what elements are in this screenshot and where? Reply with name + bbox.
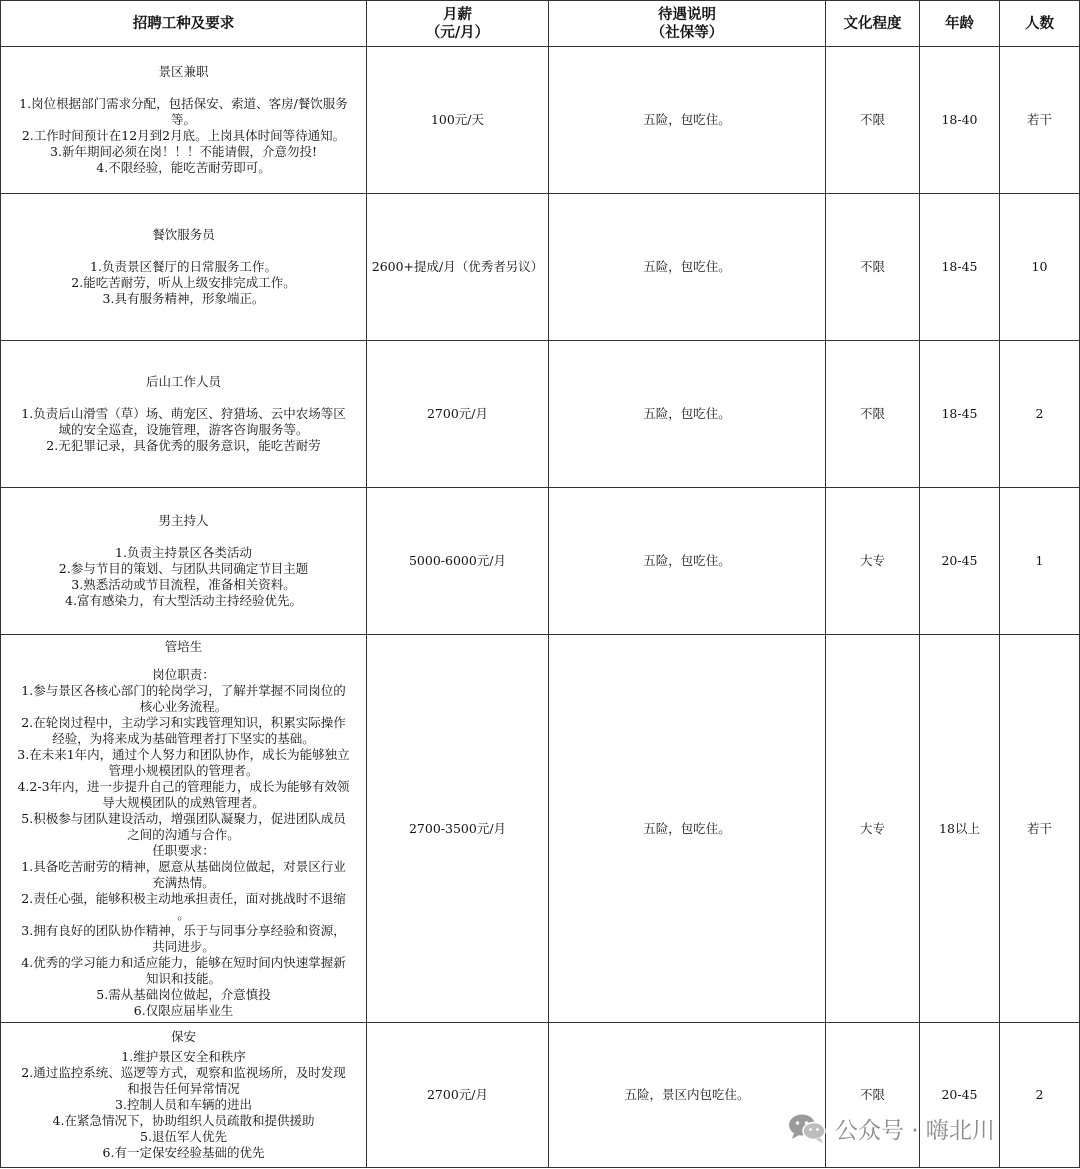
requirement-line: 2.参与节目的策划、与团队共同确定节目主题 — [58, 561, 309, 576]
count-cell: 若干 — [1000, 47, 1080, 194]
requirement-line: 3.控制人员和车辆的进出 — [115, 1097, 252, 1112]
requirement-line: 2.通过监控系统、巡逻等方式，观察和监视场所，及时发现 — [21, 1065, 346, 1080]
requirement-line: 管理小规模团队的管理者。 — [108, 762, 259, 778]
requirement-line: 2.能吃苦耐劳，听从上级安排完成工作。 — [71, 275, 296, 290]
requirement-line: 2.责任心强，能够积极主动地承担责任，面对挑战时不退缩 — [21, 890, 346, 906]
header-benefit — [549, 1, 826, 47]
salary-cell: 2700元/月 — [367, 1023, 549, 1168]
requirement-line: 6.仅限应届毕业生 — [133, 1002, 234, 1018]
requirement-line: 等。 — [170, 112, 196, 127]
salary-cell: 2700元/月 — [367, 341, 549, 488]
requirement-line: 1.负责景区餐厅的日常服务工作。 — [90, 259, 277, 274]
requirement-line: 6.有一定保安经验基础的优先 — [102, 1145, 265, 1160]
age-cell: 18-45 — [920, 194, 1000, 341]
salary-cell: 2600+提成/月（优秀者另议） — [367, 194, 549, 341]
requirement-line: 4.富有感染力，有大型活动主持经验优先。 — [65, 593, 302, 608]
benefit-cell: 五险，包吃住。 — [549, 194, 826, 341]
requirement-line: 域的安全巡查，设施管理，游客咨询服务等。 — [58, 422, 309, 437]
header-salary-line1: 月薪 — [443, 5, 472, 23]
requirement-line: 2.在轮岗过程中，主动学习和实践管理知识，积累实际操作 — [21, 714, 346, 730]
requirement-line: 核心业务流程。 — [139, 698, 228, 714]
requirement-line: 4.优秀的学习能力和适应能力，能够在短时间内快速掌握新 — [21, 954, 346, 970]
requirement-line: 5.积极参与团队建设活动，增强团队凝聚力，促进团队成员 — [21, 810, 346, 826]
watermark-text: 公众号 · 嗨北川 — [835, 1117, 995, 1144]
requirement-line: 2.工作时间预计在12月到2月底。上岗具体时间等待通知。 — [21, 128, 346, 143]
education-cell: 不限 — [826, 194, 920, 341]
education-cell: 不限 — [826, 341, 920, 488]
watermark — [787, 1108, 995, 1148]
salary-cell: 100元/天 — [367, 47, 549, 194]
requirement-line: 充满热情。 — [152, 874, 215, 890]
benefit-cell: 五险，包吃住。 — [549, 341, 826, 488]
job-title: 后山工作人员 — [145, 374, 221, 389]
header-benefit-line1: 待遇说明 — [658, 5, 716, 23]
header-education: 文化程度 — [826, 1, 920, 47]
requirement-line: 之间的沟通与合作。 — [127, 826, 240, 842]
table-row — [1, 194, 1080, 341]
education-cell: 大专 — [826, 488, 920, 635]
salary-cell: 5000-6000元/月 — [367, 488, 549, 635]
requirement-line: 1.负责主持景区各类活动 — [115, 545, 252, 560]
job-title: 保安 — [170, 1029, 196, 1044]
job-title: 餐饮服务员 — [152, 227, 215, 242]
job-title: 管培生 — [164, 638, 203, 654]
salary-cell: 2700-3500元/月 — [367, 635, 549, 1023]
requirement-heading: 任职要求： — [152, 842, 215, 858]
duty-heading: 岗位职责： — [152, 666, 215, 682]
header-salary — [367, 1, 549, 47]
requirement-line: 2.无犯罪记录，具备优秀的服务意识，能吃苦耐劳 — [46, 438, 321, 453]
requirement-line: 导大规模团队的成熟管理者。 — [102, 794, 265, 810]
education-cell: 大专 — [826, 635, 920, 1023]
requirement-line: 1.参与景区各核心部门的轮岗学习，了解并掌握不同岗位的 — [21, 682, 346, 698]
requirement-line: 4.2-3年内，进一步提升自己的管理能力，成长为能够有效领 — [17, 778, 350, 794]
education-cell: 不限 — [826, 1023, 920, 1168]
requirement-line: 经验，为将来成为基础管理者打下坚实的基础。 — [52, 730, 315, 746]
age-cell: 20-45 — [920, 1023, 1000, 1168]
requirement-line: 3.在未来1年内，通过个人努力和团队协作，成长为能够独立 — [17, 746, 350, 762]
requirement-line: 1.具备吃苦耐劳的精神，愿意从基础岗位做起，对景区行业 — [21, 858, 346, 874]
count-cell: 2 — [1000, 341, 1080, 488]
header-benefit-line2: （社保等） — [650, 23, 724, 41]
requirement-line: 1.维护景区安全和秩序 — [121, 1049, 246, 1064]
table-row — [1, 47, 1080, 194]
age-cell: 18-40 — [920, 47, 1000, 194]
job-title: 男主持人 — [158, 513, 209, 528]
requirement-line: 3.具有服务精神，形象端正。 — [102, 291, 265, 306]
table-row — [1, 341, 1080, 488]
benefit-cell: 五险，包吃住。 — [549, 47, 826, 194]
count-cell: 10 — [1000, 194, 1080, 341]
count-cell: 1 — [1000, 488, 1080, 635]
job-requirements-cell — [1, 488, 367, 635]
job-requirements-cell — [1, 194, 367, 341]
wechat-icon — [787, 1112, 827, 1144]
requirement-line: 。 — [177, 906, 190, 922]
requirement-line: 和报告任何异常情况 — [127, 1081, 240, 1096]
age-cell: 20-45 — [920, 488, 1000, 635]
job-requirements-cell — [1, 1023, 367, 1168]
header-salary-line2: （元/月） — [425, 23, 490, 41]
requirement-line: 1.负责后山滑雪（草）场、萌宠区、狩猎场、云中农场等区 — [21, 406, 346, 421]
requirement-line: 3.熟悉活动或节目流程，准备相关资料。 — [71, 577, 296, 592]
job-requirements-cell — [1, 341, 367, 488]
requirement-line: 5.退伍军人优先 — [140, 1129, 227, 1144]
requirement-line: 共同进步。 — [152, 938, 215, 954]
count-cell: 2 — [1000, 1023, 1080, 1168]
table-row — [1, 488, 1080, 635]
requirement-line: 知识和技能。 — [145, 970, 221, 986]
education-cell: 不限 — [826, 47, 920, 194]
requirement-line: 4.在紧急情况下，协助组织人员疏散和提供援助 — [52, 1113, 315, 1128]
count-cell: 若干 — [1000, 635, 1080, 1023]
benefit-cell: 五险，包吃住。 — [549, 635, 826, 1023]
table-row — [1, 635, 1080, 1023]
job-requirements-cell — [1, 47, 367, 194]
header-job: 招聘工种及要求 — [1, 1, 367, 47]
job-requirements-cell — [1, 635, 367, 1023]
requirement-line: 5.需从基础岗位做起，介意慎投 — [96, 986, 271, 1002]
age-cell: 18-45 — [920, 341, 1000, 488]
job-title: 景区兼职 — [158, 64, 209, 79]
header-count: 人数 — [1000, 1, 1080, 47]
benefit-cell: 五险，包吃住。 — [549, 488, 826, 635]
benefit-cell: 五险，景区内包吃住。 — [549, 1023, 826, 1168]
requirement-line: 4.不限经验，能吃苦耐劳即可。 — [96, 160, 271, 175]
requirement-line: 3.新年期间必须在岗！！！不能请假，介意勿投! — [50, 144, 317, 159]
header-age: 年龄 — [920, 1, 1000, 47]
requirement-line: 1.岗位根据部门需求分配，包括保安、索道、客房/餐饮服务 — [19, 96, 348, 111]
requirement-line: 3.拥有良好的团队协作精神，乐于与同事分享经验和资源， — [21, 922, 346, 938]
header-row — [1, 1, 1080, 47]
age-cell: 18以上 — [920, 635, 1000, 1023]
